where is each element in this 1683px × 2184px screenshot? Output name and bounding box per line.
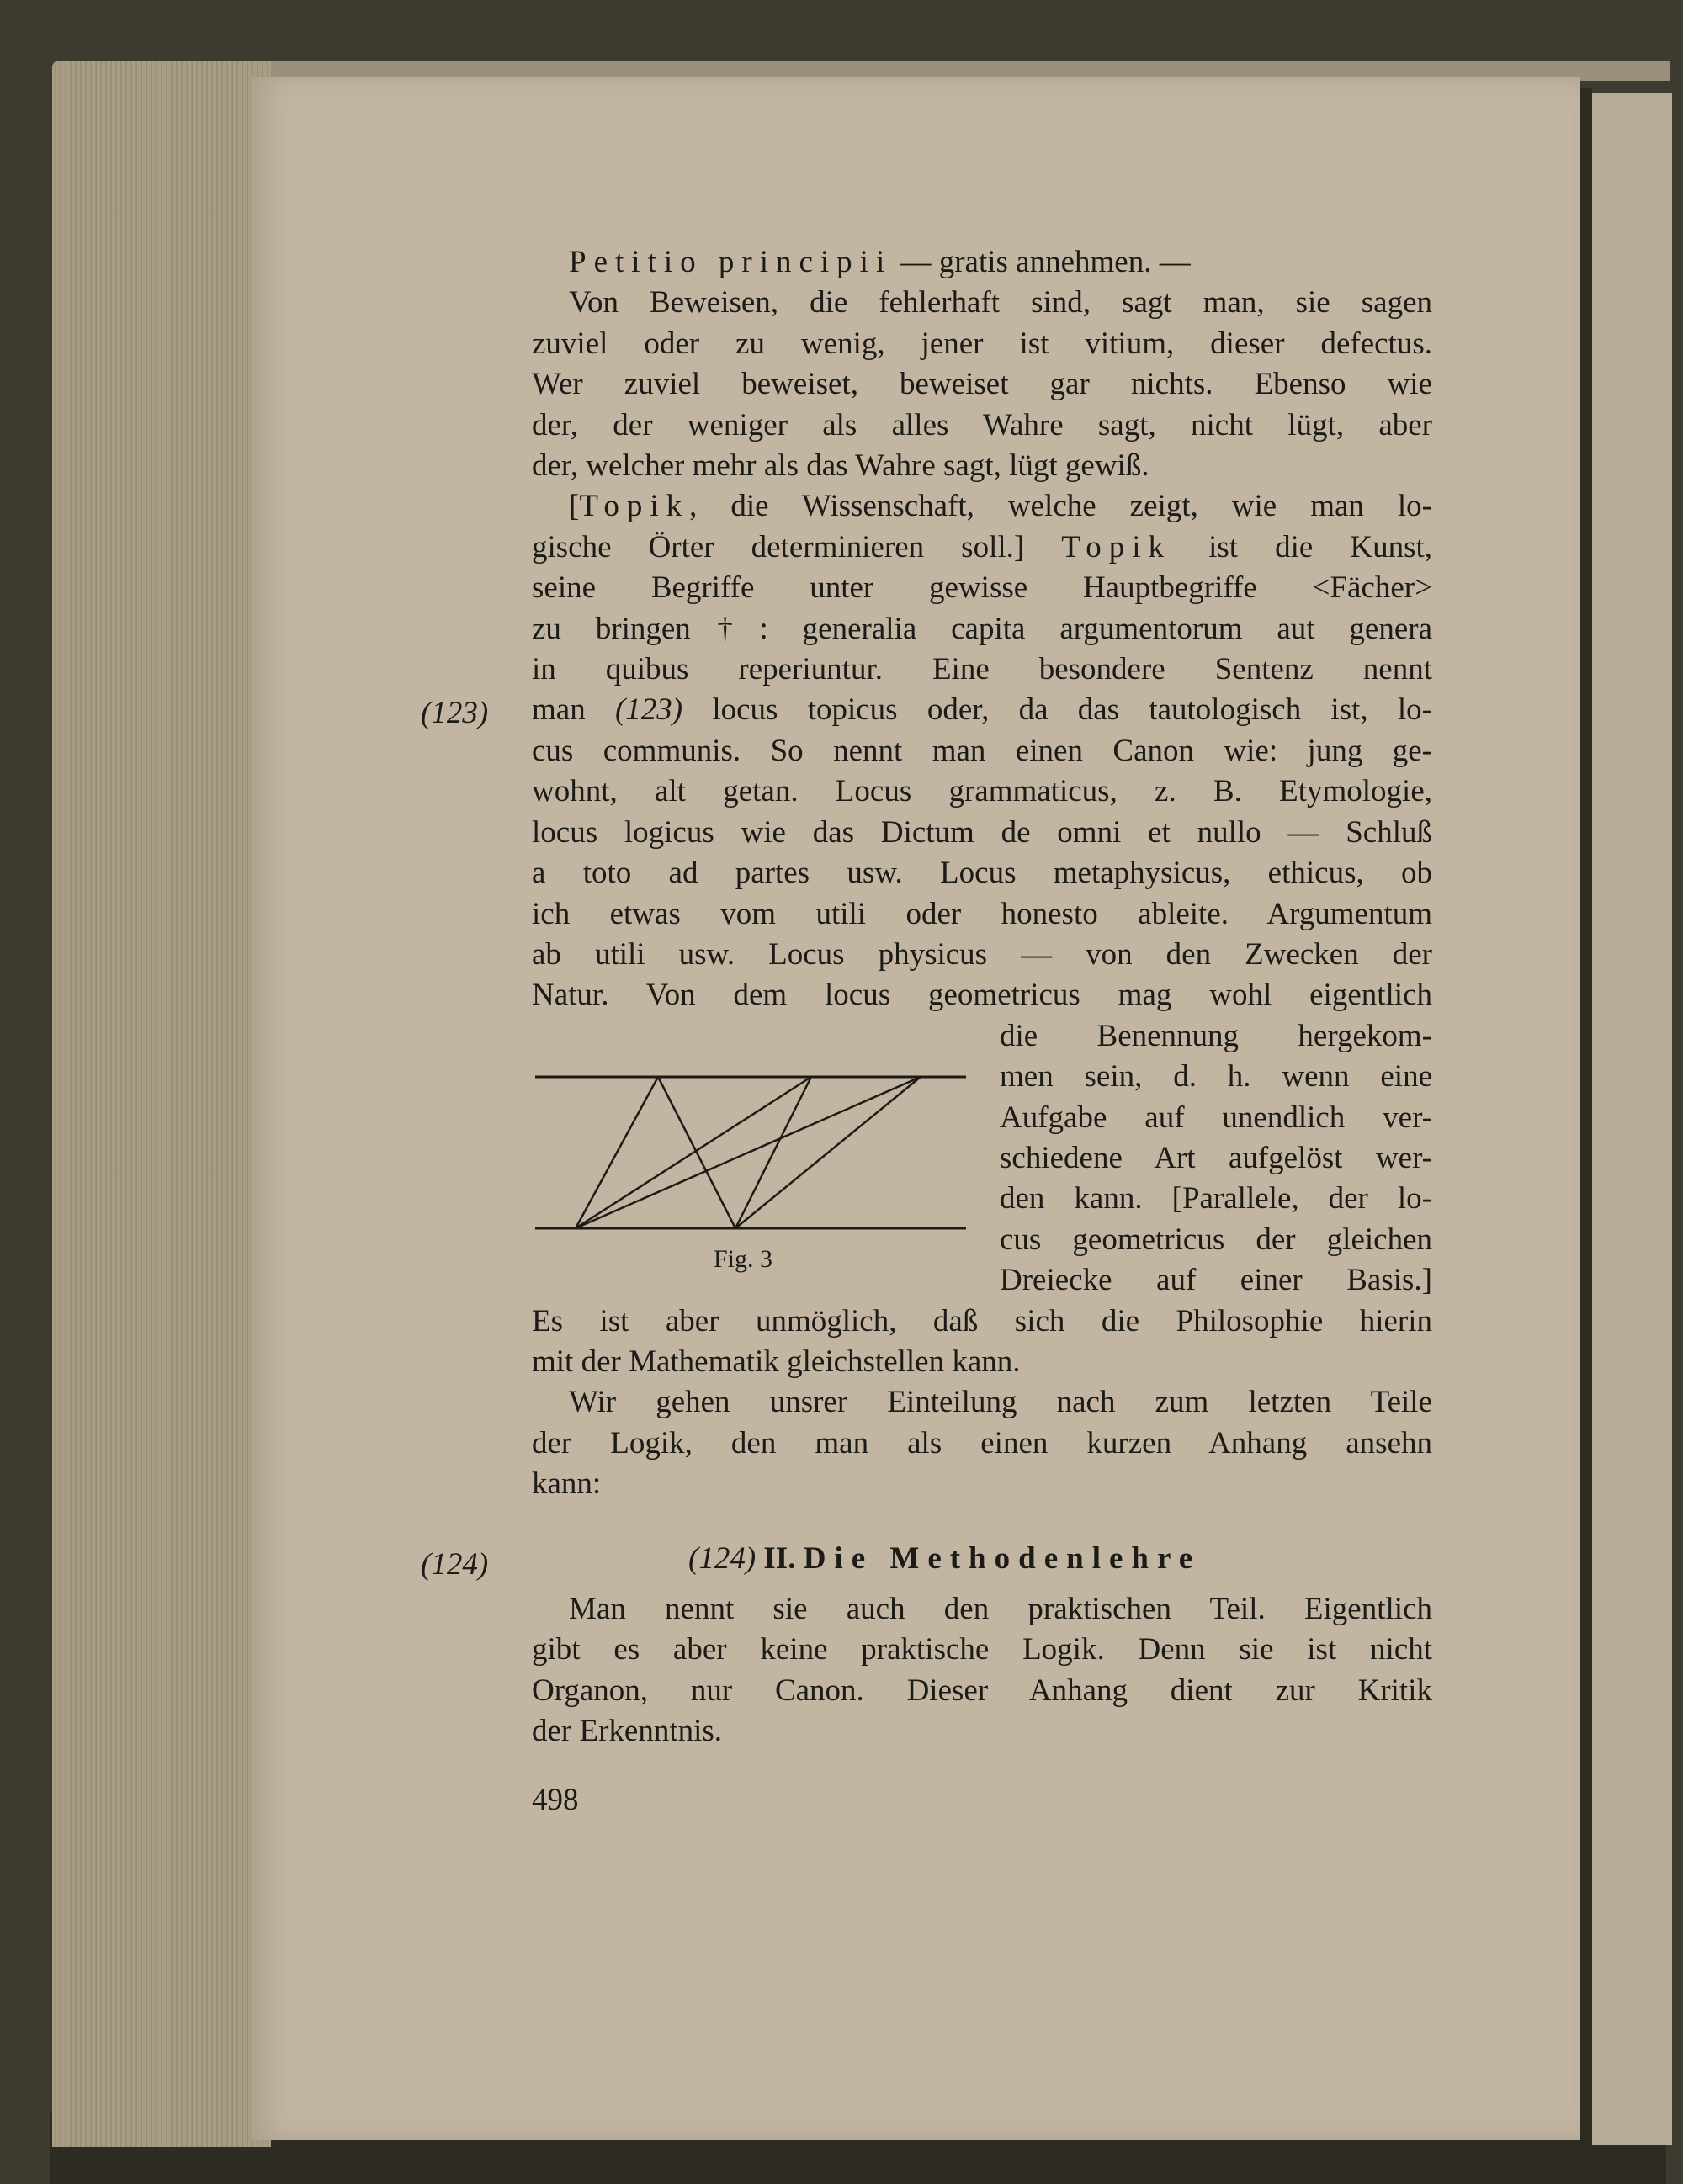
facing-page-edge [1592, 93, 1672, 2145]
text-line: Dreiecke auf einer Basis.] [1000, 1263, 1432, 1298]
text-line: zu bringen†: generalia capita argumentorum aut genera [532, 611, 1432, 646]
text-line: locus logicus wie das Dictum de omni et nullo — Schluß [532, 814, 1432, 850]
text-line: cus communis. So nennt man einen Canon wie: jung ge- [532, 733, 1432, 768]
text-line: Von Beweisen, die fehlerhaft sind, sagt man, sie sagen [569, 285, 1432, 321]
text-line: mit der Mathematik gleichstellen kann. [532, 1344, 1021, 1379]
text-line: cus geometricus der gleichen [1000, 1222, 1432, 1257]
text-line: Aufgabe auf unendlich ver- [1000, 1100, 1432, 1135]
section-heading [532, 1539, 1432, 1579]
text-line: in quibus reperiuntur. Eine besondere Sentenz nennt [532, 652, 1432, 687]
text-line: Wer zuviel beweiset, beweiset gar nichts. Ebenso wie [532, 367, 1432, 402]
text-line: man (123) locus topicus oder, da das tautologisch ist, lo- [532, 692, 1432, 728]
page-number: 498 [532, 1783, 579, 1817]
margin-note-124: (124) [421, 1547, 489, 1582]
text-line: Organon, nur Canon. Dieser Anhang dient zur Kritik [532, 1672, 1432, 1708]
text-line: der Erkenntnis. [532, 1714, 723, 1749]
book-gutter [1580, 88, 1592, 2141]
text-line: die Benennung hergekom- [1000, 1018, 1432, 1053]
figure-edge [658, 1077, 735, 1228]
parallel-triangles-figure [532, 1060, 969, 1262]
text-line: ich etwas vom utili oder honesto ableite. Argumentum [532, 896, 1432, 931]
text-line: men sein, d. h. wenn eine [1000, 1059, 1432, 1095]
text-line: Natur. Von dem locus geometricus mag wohl eigentlich [532, 978, 1432, 1013]
text-line: ab utili usw. Locus physicus — von den Zwecken der [532, 936, 1432, 972]
text-line: schiedene Art aufgelöst wer- [1000, 1140, 1432, 1175]
text-line: gibt es aber keine praktische Logik. Denn sie ist nicht [532, 1632, 1432, 1667]
figure-edge [576, 1077, 811, 1228]
text-line: wohnt, alt getan. Locus grammaticus, z. B. Etymologie, [532, 774, 1432, 809]
inline-marker-123: (123) [614, 692, 683, 728]
term-topik: Topik [579, 489, 690, 524]
figure-edge [735, 1077, 921, 1228]
text-line: der, welcher mehr als das Wahre sagt, lügt gewiß. [532, 448, 1149, 484]
section-number: II. [763, 1540, 796, 1576]
text-line: Man nennt sie auch den praktischen Teil. Eigentlich [569, 1592, 1432, 1626]
figure-edge [576, 1077, 921, 1228]
term-petitio-principii: Petitio principii [569, 245, 893, 279]
text-line: Wir gehen unsrer Einteilung nach zum letzten Teile [569, 1385, 1432, 1420]
text-line: den kann. [Parallele, der lo- [1000, 1181, 1432, 1217]
text-line: kann: [532, 1466, 602, 1502]
inline-marker-124: (124) [688, 1540, 757, 1576]
text-line: gische Örter determinieren soll.] Topik ist die Kunst, [532, 529, 1432, 565]
figure-edge [576, 1077, 658, 1228]
text-line: seine Begriffe unter gewisse Hauptbegriffe <Fächer> [532, 570, 1432, 606]
text-line: [Topik, die Wissenschaft, welche zeigt, wie man lo- [569, 489, 1432, 524]
figure-caption: Fig. 3 [714, 1245, 773, 1273]
term-topik: Topik [1061, 529, 1172, 565]
section-title: Die Methodenlehre [803, 1540, 1202, 1576]
text-line: der Logik, den man als einen kurzen Anhang ansehn [532, 1425, 1432, 1460]
paragraph-1: Petitio principii — gratis annehmen. — [569, 245, 1191, 279]
page-text [532, 242, 1432, 1752]
margin-note-123: (123) [421, 696, 489, 730]
text-line: zuviel oder zu wenig, jener ist vitium, dieser defectus. [532, 326, 1432, 361]
text-line: a toto ad partes usw. Locus metaphysicus, ethicus, ob [532, 856, 1432, 891]
text-line: der, der weniger als alles Wahre sagt, nicht lügt, aber [532, 407, 1432, 443]
text-line: Es ist aber unmöglich, daß sich die Philosophie hierin [532, 1303, 1432, 1338]
page-stack-edge [52, 61, 271, 2147]
